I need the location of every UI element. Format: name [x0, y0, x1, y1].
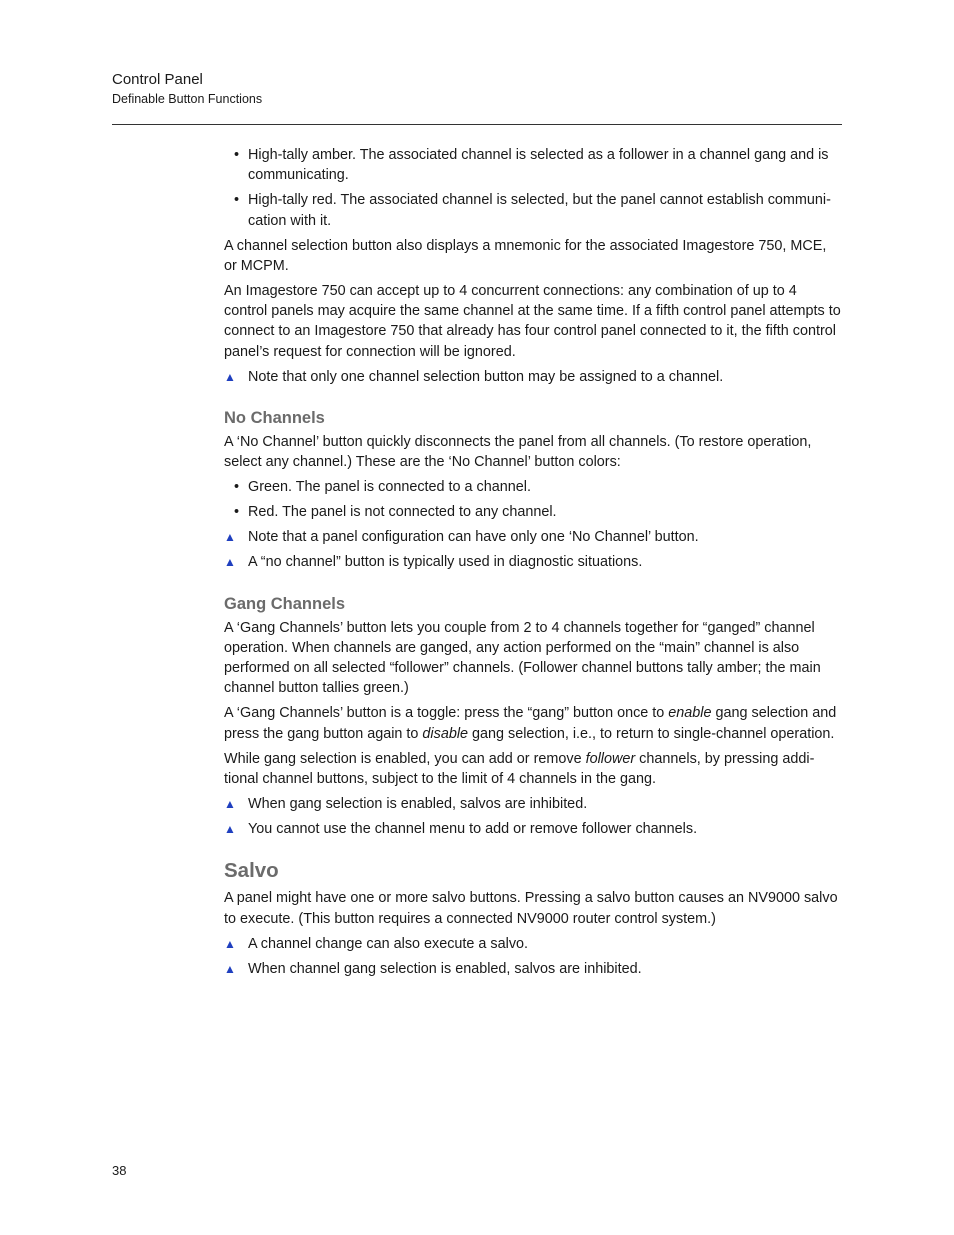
note-triangle-icon: ▲: [224, 821, 236, 836]
paragraph-gang-3: While gang selection is enabled, you can add or remove follower channels, by pressing addi-tional channel buttons, subject to the limit of 4 channels in the gang.: [224, 750, 815, 787]
note-triangle-icon: ▲: [224, 530, 236, 545]
heading-salvo: Salvo: [224, 859, 279, 883]
note-triangle-icon: ▲: [224, 961, 236, 976]
running-head-title: Control Panel: [112, 71, 203, 88]
page-number: 38: [112, 1163, 127, 1178]
bullet-text: High-tally amber. The associated channel is selected as a follower in a channel gang and is communicating.: [248, 147, 829, 184]
emphasis-enable: enable: [668, 705, 712, 722]
paragraph-connections: An Imagestore 750 can accept up to 4 concurrent connections: any combination of up to 4 control panels may acquire the same channel at the same time. If a fifth control panel attempts to connect to an Imagestore 750 that already has four control panel connected to it, the fifth control panel’s request for connection will be ignored.: [224, 282, 841, 360]
note-item: [224, 819, 842, 839]
note-triangle-icon: ▲: [224, 796, 236, 811]
paragraph-salvo: A panel might have one or more salvo buttons. Pressing a salvo button causes an NV9000 salvo to execute. (This button requires a connected NV9000 router control system.): [224, 890, 838, 927]
note-text: A “no channel” button is typically used in diagnostic situations.: [248, 554, 643, 571]
bullet-text: Red. The panel is not connected to any channel.: [248, 504, 557, 521]
running-head: [112, 70, 262, 108]
bullet-item: [224, 190, 842, 231]
note-text: When channel gang selection is enabled, salvos are inhibited.: [248, 960, 642, 977]
bullet-item: [224, 477, 842, 497]
paragraph-mnemonic: A channel selection button also displays a mnemonic for the associated Imagestore 750, MCE, or MCPM.: [224, 237, 827, 274]
note-item: [224, 959, 842, 979]
note-text: When gang selection is enabled, salvos are inhibited.: [248, 795, 588, 812]
bullet-text: High-tally red. The associated channel is selected, but the panel cannot establish communi-cation with it.: [248, 192, 831, 229]
note-item: [224, 552, 842, 572]
bullet-glyph: •: [234, 147, 240, 163]
note-text: Note that only one channel selection button may be assigned to a channel.: [248, 368, 724, 385]
note-triangle-icon: ▲: [224, 936, 236, 951]
page-body: [224, 145, 842, 984]
bullet-text: Green. The panel is connected to a channel.: [248, 479, 531, 496]
note-item: [224, 367, 842, 387]
bullet-item: [224, 145, 842, 186]
note-item: [224, 527, 842, 547]
note-text: Note that a panel configuration can have only one ‘No Channel’ button.: [248, 529, 699, 546]
emphasis-disable: disable: [422, 725, 469, 742]
note-triangle-icon: ▲: [224, 369, 236, 384]
paragraph-no-channels: A ‘No Channel’ button quickly disconnects the panel from all channels. (To restore operation, select any channel.) These are the ‘No Channel’ button colors:: [224, 434, 812, 471]
heading-no-channels: No Channels: [224, 409, 325, 428]
running-head-subtitle: Definable Button Functions: [112, 92, 263, 106]
bullet-glyph: •: [234, 192, 240, 209]
note-text: You cannot use the channel menu to add or remove follower channels.: [248, 820, 698, 837]
emphasis-follower: follower: [585, 750, 636, 767]
heading-gang-channels: Gang Channels: [224, 594, 346, 613]
bullet-glyph: •: [234, 479, 240, 496]
paragraph-gang-2: A ‘Gang Channels’ button is a toggle: press the “gang” button once to enable gang selection and press the gang button again to disable gang selection, i.e., to return to single-channel operation.: [224, 705, 837, 742]
bullet-glyph: •: [234, 504, 240, 521]
header-rule: [112, 124, 842, 125]
paragraph-gang-1: A ‘Gang Channels’ button lets you couple from 2 to 4 channels together for “ganged” channel operation. When channels are ganged, any action performed on the “main” channel is also performed on all selected “follower” channels. (Follower channel buttons tally amber; the main channel button tallies green.): [224, 619, 821, 697]
note-triangle-icon: ▲: [224, 555, 236, 570]
note-text: A channel change can also execute a salvo.: [248, 935, 529, 952]
note-item: [224, 934, 842, 954]
note-item: [224, 794, 842, 814]
bullet-item: [224, 502, 842, 522]
